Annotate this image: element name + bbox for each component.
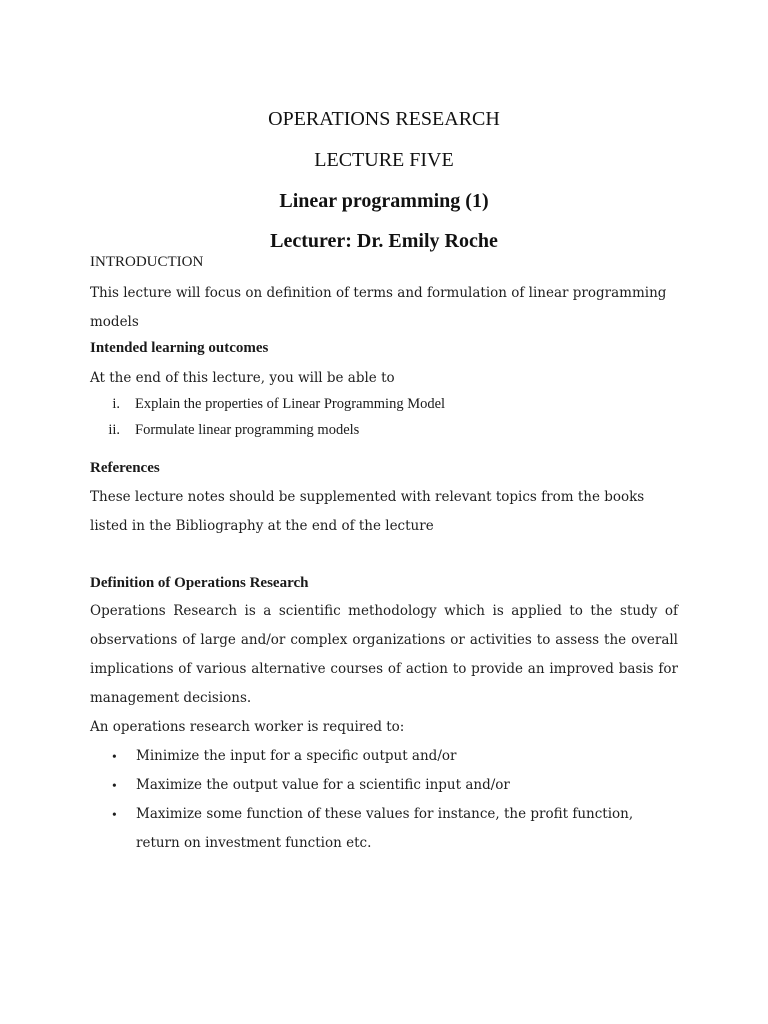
list-item — [90, 422, 650, 448]
list-item — [90, 771, 680, 800]
introduction-heading: INTRODUCTION — [90, 254, 204, 270]
outcomes-list — [90, 396, 650, 448]
bullet-icon: • — [112, 807, 117, 822]
list-item — [90, 396, 650, 422]
references-heading: References — [90, 460, 160, 476]
list-item-text: Minimize the input for a specific output and/or — [136, 748, 457, 764]
list-item — [90, 800, 680, 858]
list-item-text: Explain the properties of Linear Programming Model — [135, 396, 446, 412]
lecture-topic: Linear programming (1) — [279, 190, 489, 212]
list-item — [90, 742, 680, 771]
definition-text: Operations Research is a scientific methodology which is applied to the study of observations of large and/or complex organizations or activities to assess the overall implications of various alternative courses of action to provide an improved basis for management decisions. — [90, 603, 678, 706]
references-text: These lecture notes should be supplemented with relevant topics from the books listed in the Bibliography at the end of the lecture — [90, 489, 645, 534]
bullet-icon: • — [112, 778, 117, 793]
outcomes-heading: Intended learning outcomes — [90, 340, 269, 356]
outcomes-lead: At the end of this lecture, you will be able to — [90, 370, 395, 386]
requirement-text: An operations research worker is required to: — [90, 719, 405, 735]
requirements-list — [90, 742, 680, 858]
list-item-number: i. — [112, 396, 120, 412]
definition-heading: Definition of Operations Research — [90, 575, 309, 591]
list-item-number: ii. — [108, 422, 120, 438]
lecturer-name: Lecturer: Dr. Emily Roche — [270, 230, 498, 252]
list-item-text: Maximize some function of these values for instance, the profit function, return on investment function etc. — [136, 806, 634, 851]
list-item-text: Maximize the output value for a scientific input and/or — [136, 777, 510, 793]
introduction-text: This lecture will focus on definition of terms and formulation of linear programming models — [90, 285, 667, 330]
lecture-number: LECTURE FIVE — [314, 149, 454, 171]
bullet-icon: • — [112, 749, 117, 764]
course-title: OPERATIONS RESEARCH — [268, 108, 500, 130]
list-item-text: Formulate linear programming models — [135, 422, 360, 438]
